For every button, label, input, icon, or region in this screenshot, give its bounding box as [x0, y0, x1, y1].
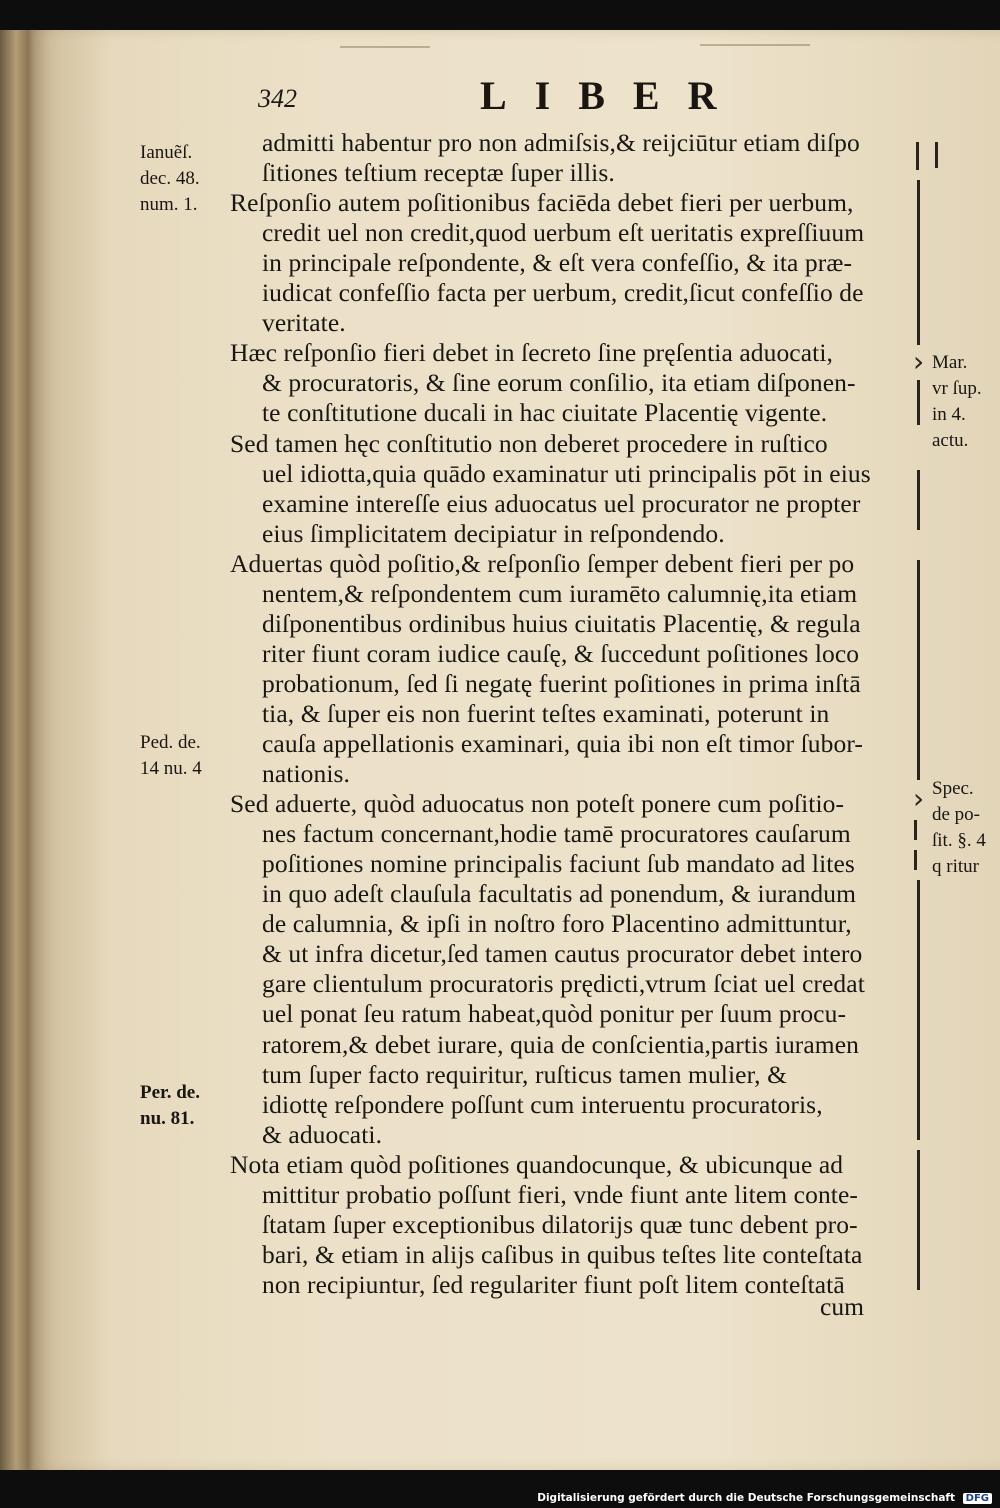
text-line: idiottę reſpondere poſſunt cum interuentu procuratoris,: [262, 1089, 823, 1119]
text-line: examine intereſſe eius aduocatus uel procurator ne propter: [262, 488, 861, 518]
margin-brace: ›: [913, 782, 925, 815]
text-line: ratorem,& debet iurare, quia de conſcientia,partis iuramen: [262, 1029, 860, 1059]
margin-rule: [917, 180, 920, 345]
text-line: gare clientulum procuratoris prędicti,vtrum ſciat uel credat: [262, 969, 865, 999]
text-line: admitti habentur pro non admiſsis,& reijciūtur etiam diſpo: [262, 128, 860, 157]
footer-credit: [537, 1492, 992, 1504]
text-line: nationis.: [262, 759, 351, 789]
text-line: diſponentibus ordinibus huius ciuitatis Placentię, & regula: [262, 608, 861, 638]
text-line: riter fiunt coram iudice cauſę, & ſuccedunt poſitiones loco: [262, 638, 860, 668]
margin-brace: ›: [913, 345, 925, 378]
margin-rule: [917, 560, 920, 780]
text-line: credit uel non credit,quod uerbum eſt ueritatis expreſſiuum: [262, 218, 865, 248]
margin-rule: [914, 820, 917, 840]
catchword: cum: [820, 1292, 864, 1321]
text-line: Aduertas quòd poſitio,& reſponſio ſemper debent fieri per po: [230, 548, 855, 578]
footer-credit-text: Digitalisierung gefördert durch die Deutsche Forschungsgemeinschaft: [537, 1492, 955, 1504]
margin-rule: [916, 142, 919, 170]
margin-rule: [917, 470, 920, 530]
text-line: cauſa appellationis examinari, quia ibi non eſt timor ſubor-: [262, 729, 864, 758]
text-line: Sed tamen hęc conſtitutio non deberet procedere in ruſtico: [230, 428, 828, 458]
text-line: probationum, ſed ſi negatę fuerint poſitiones in prima inſtā: [262, 668, 861, 698]
text-line: in principale reſpondente, & eſt vera confeſſio, & ita præ-: [262, 248, 853, 278]
text-line: in quo adeſt clauſula facultatis ad ponendum, & iurandum: [262, 879, 857, 909]
text-line: nentem,& reſpondentem cum iuramēto calumnię,ita etiam: [262, 578, 858, 608]
text-line: mittitur probatio poſſunt fieri, vnde fiunt ante litem conte-: [262, 1179, 858, 1209]
margin-note-left: Per. de. nu. 81.: [140, 1082, 200, 1129]
text-line: eius ſimplicitatem decipiatur in reſpondendo.: [262, 518, 725, 548]
text-line: tum ſuper facto requiritur, ruſticus tamen mulier, &: [262, 1059, 788, 1089]
margin-rule: [917, 380, 920, 425]
text-line: te conſtitutione ducali in hac ciuitate Placentię vigente.: [262, 398, 828, 428]
margin-rule: [935, 142, 938, 168]
text-line: non recipiuntur, ſed regulariter fiunt poſt litem conteſtatā: [262, 1269, 845, 1299]
page-number: 342: [258, 84, 297, 113]
running-head: LIBER: [480, 73, 745, 118]
margin-note-right: Spec. de po- ſit. §. 4 q ritur: [932, 778, 986, 877]
text-line: nes factum concernant,hodie tamē procuratores cauſarum: [262, 819, 851, 849]
text-line: uel idiotta,quia quādo examinatur uti principalis pōt in eius: [262, 458, 871, 488]
margin-note-right: Mar. vr ſup. in 4. actu.: [932, 352, 982, 451]
text-line: uel ponat ſeu ratum habeat,quòd ponitur per ſuum procu-: [262, 999, 847, 1029]
text-line: tia, & ſuper eis non fuerint teſtes examinati, poterunt in: [262, 698, 830, 728]
margin-note-left: Ped. de. 14 nu. 4: [140, 732, 202, 779]
text-line: Sed aduerte, quòd aduocatus non poteſt ponere cum poſitio-: [230, 789, 845, 819]
dfg-logo: DFG: [963, 1493, 992, 1504]
text-line: Nota etiam quòd poſitiones quandocunque, & ubicunque ad: [230, 1149, 844, 1179]
text-line: & ut infra dicetur,ſed tamen cautus procurator debet intero: [262, 939, 863, 969]
text-line: iudicat confeſſio facta per uerbum, credit,ſicut confeſſio de: [262, 278, 864, 308]
margin-rule: [917, 1150, 920, 1290]
text-line: ſtatam ſuper exceptionibus dilatorijs quæ tunc debent pro-: [262, 1209, 858, 1239]
margin-rule: [917, 880, 920, 1140]
text-line: bari, & etiam in alijs caſibus in quibus teſtes lite conteſtata: [262, 1239, 863, 1269]
page-stain: [700, 44, 810, 46]
text-line: Reſponſio autem poſitionibus faciēda debet fieri per uerbum,: [230, 188, 854, 218]
text-line: de calumnia, & ipſi in noſtro foro Placentino admittuntur,: [262, 909, 852, 939]
text-line: & procuratoris, & ſine eorum conſilio, ita etiam diſponen-: [262, 368, 856, 398]
text-line: veritate.: [262, 308, 346, 338]
text-line: poſitiones nomine principalis faciunt ſub mandato ad lites: [262, 849, 855, 879]
text-line: Hæc reſponſio fieri debet in ſecreto ſine pręſentia aduocati,: [230, 338, 833, 368]
text-line: ſitiones teſtium receptæ ſuper illis.: [262, 158, 615, 188]
margin-note-left: Ianuẽſ. dec. 48. num. 1.: [140, 142, 200, 215]
text-line: & aduocati.: [262, 1119, 383, 1149]
page-stain: [340, 46, 430, 48]
margin-rule: [914, 850, 917, 870]
